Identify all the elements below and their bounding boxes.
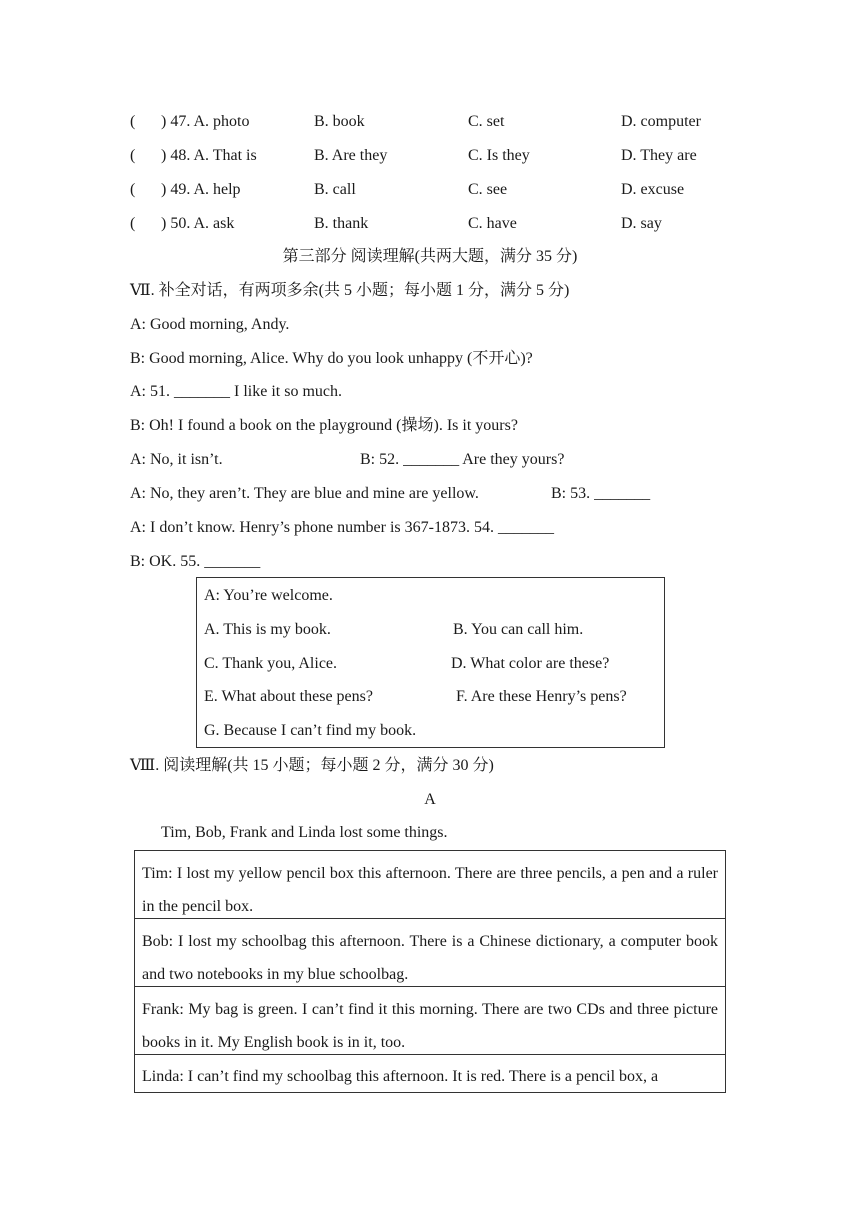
option-c: C. Is they bbox=[468, 147, 530, 164]
option-c: C. see bbox=[468, 181, 508, 198]
option-b: B. call bbox=[314, 181, 356, 198]
option-d: D. They are bbox=[621, 147, 697, 164]
dialogue-line: A: 51. _______ I like it so much. bbox=[130, 383, 342, 400]
option-d: D. say bbox=[621, 215, 662, 232]
dialogue-line: B: Oh! I found a book on the playground (操场). Is it yours? bbox=[130, 417, 518, 434]
option-d: D. What color are these? bbox=[451, 655, 610, 672]
option-e: E. What about these pens? bbox=[204, 688, 373, 705]
dialogue-line: B: 53. _______ bbox=[551, 485, 651, 502]
passage-intro: Tim, Bob, Frank and Linda lost some things. bbox=[161, 824, 448, 841]
table-row-tim: Tim: I lost my yellow pencil box this afternoon. There are three pencils, a pen and a ruler in the pencil box. bbox=[135, 851, 725, 919]
dialogue-line: A: No, they aren’t. They are blue and mine are yellow. bbox=[130, 485, 479, 502]
answer-paren: ( bbox=[130, 113, 136, 130]
option-c: C. set bbox=[468, 113, 505, 130]
dialogue-line: A: I don’t know. Henry’s phone number is 367-1873. 54. _______ bbox=[130, 519, 554, 536]
table-row-frank: Frank: My bag is green. I can’t find it this morning. There are two CDs and three picture books in it. My English book is in it, too. bbox=[135, 987, 725, 1055]
lost-items-table bbox=[134, 850, 726, 1093]
option-a: A. This is my book. bbox=[204, 621, 331, 638]
option-g: G. Because I can’t find my book. bbox=[204, 722, 417, 739]
option-b: B. You can call him. bbox=[453, 621, 584, 638]
section8-title: Ⅷ. 阅读理解(共 15 小题；每小题 2 分，满分 30 分) bbox=[130, 757, 494, 774]
part3-title: 第三部分 阅读理解(共两大题，满分 35 分) bbox=[282, 248, 578, 265]
option-d: D. computer bbox=[621, 113, 701, 130]
option-b: B. Are they bbox=[314, 147, 388, 164]
option-line: A: You’re welcome. bbox=[204, 587, 333, 604]
section7-title: Ⅶ. 补全对话，有两项多余(共 5 小题；每小题 1 分，满分 5 分) bbox=[130, 282, 570, 299]
question-number-option-a: ) 47. A. photo bbox=[161, 113, 250, 130]
table-row-linda: Linda: I can’t find my schoolbag this afternoon. It is red. There is a pencil box, a bbox=[135, 1055, 725, 1093]
question-number-option-a: ) 49. A. help bbox=[161, 181, 241, 198]
answer-paren: ( bbox=[130, 215, 136, 232]
table-row-bob: Bob: I lost my schoolbag this afternoon. There is a Chinese dictionary, a computer book and two notebooks in my blue schoolbag. bbox=[135, 919, 725, 987]
option-f: F. Are these Henry’s pens? bbox=[456, 688, 627, 705]
option-b: B. thank bbox=[314, 215, 369, 232]
option-c: C. Thank you, Alice. bbox=[204, 655, 338, 672]
option-d: D. excuse bbox=[621, 181, 685, 198]
dialogue-line: B: 52. _______ Are they yours? bbox=[360, 451, 565, 468]
dialogue-line: B: OK. 55. _______ bbox=[130, 553, 261, 570]
answer-paren: ( bbox=[130, 147, 136, 164]
passage-label: A bbox=[424, 791, 436, 808]
question-number-option-a: ) 48. A. That is bbox=[161, 147, 257, 164]
dialogue-line: A: Good morning, Andy. bbox=[130, 316, 290, 333]
option-b: B. book bbox=[314, 113, 365, 130]
question-number-option-a: ) 50. A. ask bbox=[161, 215, 235, 232]
option-c: C. have bbox=[468, 215, 517, 232]
dialogue-line: B: Good morning, Alice. Why do you look unhappy (不开心)? bbox=[130, 350, 533, 367]
answer-paren: ( bbox=[130, 181, 136, 198]
dialogue-line: A: No, it isn’t. bbox=[130, 451, 223, 468]
